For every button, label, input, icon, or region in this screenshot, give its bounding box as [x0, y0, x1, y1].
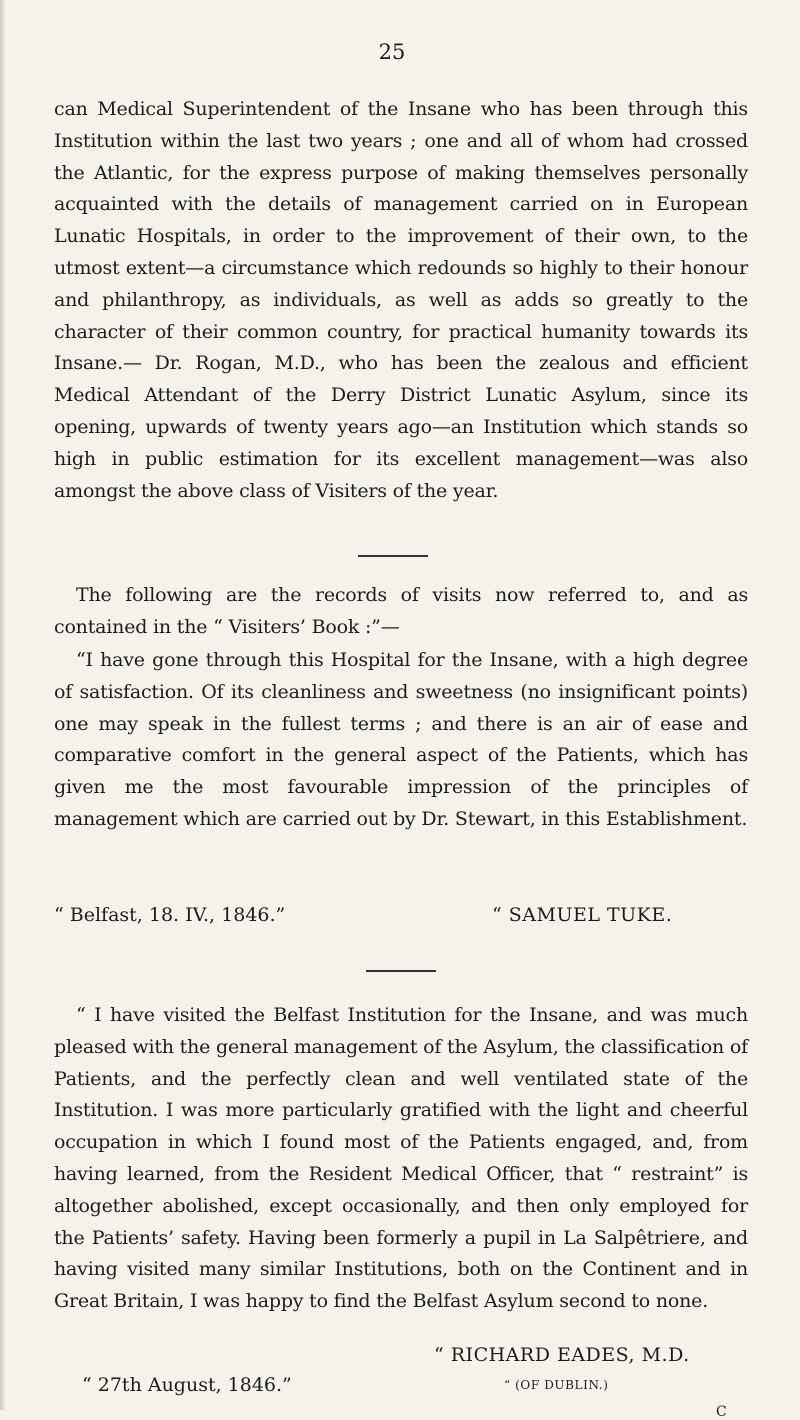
record-divider [366, 970, 436, 972]
paragraph-visiters-list: can Medical Superintendent of the Insane who has been through this Institution within the last two years ; one and all of whom had crossed the Atlantic, for the express purpose of making themselves personally acquainted with the details of management carried on in European Lunatic Hospitals, in order to the improvement of their own, to the utmost extent—a circumstance which redounds so highly to their honour and philanthropy, as individuals, as well as adds so greatly to the character of their common country, for practical humanity towards its Insane.— Dr. Rogan, M.D., who has been the zealous and efficient Medical Attendant of the Derry District Lunatic Asylum, since its opening, upwards of twenty years ago—an Institution which stands so high in public estimation for its excellent management—was also amongst the above class of Visiters of the year. [54, 98, 748, 502]
record-eades-text: “ I have visited the Belfast Institution for the Insane, and was much pleased with the general management of the Asylum, the classification of Patients, and the perfectly clean and well ventilated state of the Institution. I was more particularly gratified with the light and cheerful occupation in which I found most of the Patients engaged, and, from having learned, from the Resident Medical Officer, that “ restraint” is altogether abolished, except occasionally, and then only employed for the Patients’ safety. Having been formerly a pupil in La Salpêtriere, and having visited many similar Institutions, both on the Continent and in Great Britain, I was happy to find the Belfast Asylum second to none. [54, 1004, 748, 1313]
record-eades-signature: “ RICHARD EADES, M.D. [434, 1344, 690, 1366]
record-tuke-text: “I have gone through this Hospital for the Insane, with a high degree of satisfaction. Of its cleanliness and sweetness (no insignificant points) one may speak in the fullest terms ; and there is an air of ease and comparative comfort in the general aspect of the Patients, which has given me the most favourable impression of the principles of management which are carried out by Dr. Stewart, in this Establishment. [54, 649, 748, 830]
page-number: 25 [378, 40, 406, 64]
record-eades-date: “ 27th August, 1846.” [82, 1374, 292, 1396]
record-eades-note: “ (OF DUBLIN.) [504, 1378, 609, 1392]
signature-mark: C [716, 1404, 727, 1420]
record-tuke-date: “ Belfast, 18. IV., 1846.” [54, 904, 286, 926]
page-edge-shadow [0, 0, 6, 1410]
record-tuke-signature: “ SAMUEL TUKE. [492, 904, 673, 926]
paragraph-records-intro: The following are the records of visits now referred to, and as contained in the “ Visiters’ Book :”— [54, 584, 748, 638]
section-divider [358, 555, 428, 557]
book-page [36, 0, 748, 1420]
